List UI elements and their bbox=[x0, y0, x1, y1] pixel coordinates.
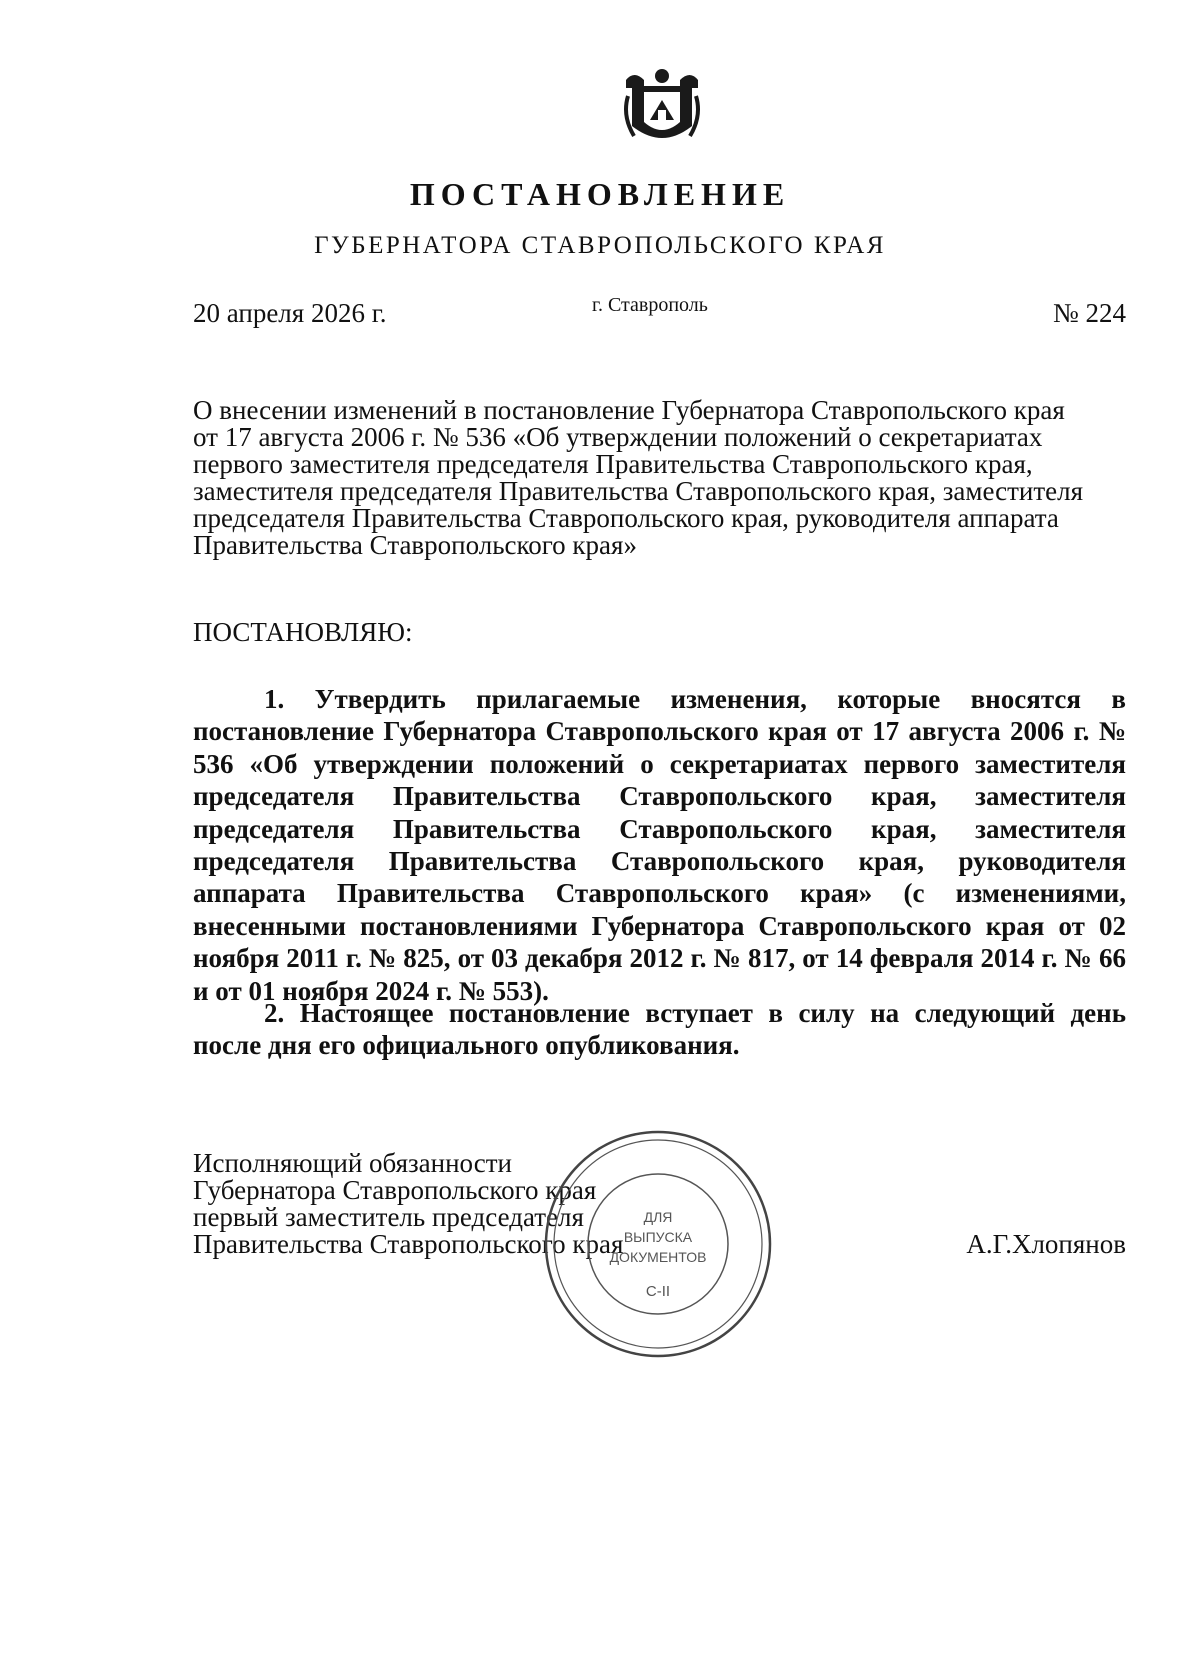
subject-line: председателя Правительства Ставропольского края, руководителя аппарата bbox=[193, 503, 1059, 533]
decree-word: ПОСТАНОВЛЯЮ: bbox=[193, 617, 413, 647]
subject-line: первого заместителя председателя Правительства Ставропольского края, bbox=[193, 449, 1033, 479]
subject-line: от 17 августа 2006 г. № 536 «Об утверждении положений о секретариатах bbox=[193, 422, 1043, 452]
document-date: 20 апреля 2026 г. bbox=[193, 298, 387, 328]
signatory-line: Губернатора Ставропольского края bbox=[193, 1175, 597, 1205]
document-subject bbox=[193, 397, 1126, 559]
subject-line: О внесении изменений в постановление Губернатора Ставропольского края bbox=[193, 395, 1065, 425]
stamp-center-line: ДЛЯ bbox=[643, 1209, 673, 1225]
signatory-line: Исполняющий обязанности bbox=[193, 1148, 512, 1178]
subject-line: заместителя председателя Правительства Ставропольского края, заместителя bbox=[193, 476, 1084, 506]
document-place: г. Ставрополь bbox=[592, 294, 708, 316]
signatory-name: А.Г.Хлопянов bbox=[966, 1229, 1126, 1259]
subject-line: Правительства Ставропольского края» bbox=[193, 530, 637, 560]
signatory-line: Правительства Ставропольского края bbox=[193, 1229, 624, 1259]
issuer-title: ГУБЕРНАТОРА СТАВРОПОЛЬСКОГО КРАЯ bbox=[314, 232, 886, 259]
coat-of-arms-icon bbox=[622, 66, 702, 152]
document-type: ПОСТАНОВЛЕНИЕ bbox=[409, 176, 791, 212]
official-stamp bbox=[540, 1126, 776, 1362]
paragraph-1: 1. Утвердить прилагаемые изменения, которые вносятся в постановление Губернатора Ставропольского края от 17 августа 2006 г. № 536 «Об утверждении положений о секретариатах первого заместителя председателя Правительства Ставропольского края, заместителя председателя Правительства Ставропольского края, заместителя председателя Правительства Ставропольского края, руководителя аппарата Правительства Ставропольского края» (с изменениями, внесенными постановлениями Губернатора Ставропольского края от 02 ноября 2011 г. № 825, от 03 декабря 2012 г. № 817, от 14 февраля 2014 г. № 66 и от 01 ноября 2024 г. № 553). bbox=[193, 684, 1126, 1006]
stamp-center-line: ВЫПУСКА bbox=[623, 1229, 693, 1245]
document-number: № 224 bbox=[1052, 298, 1126, 328]
signatory-line: первый заместитель председателя bbox=[193, 1202, 584, 1232]
stamp-bottom-text: С-II bbox=[645, 1283, 671, 1300]
stamp-center-line: ДОКУМЕНТОВ bbox=[609, 1249, 707, 1265]
paragraph-2: 2. Настоящее постановление вступает в силу на следующий день после дня его официального опубликования. bbox=[193, 998, 1126, 1061]
